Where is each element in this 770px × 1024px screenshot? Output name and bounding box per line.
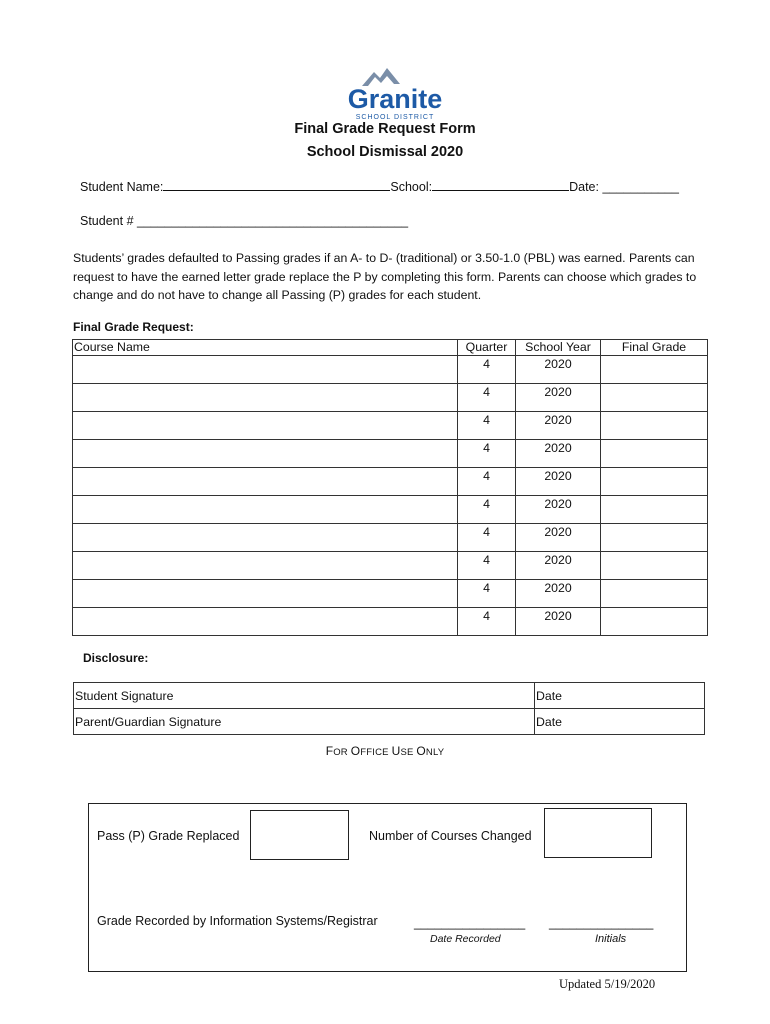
student-number-field[interactable]: Student # _______________________________________: [80, 214, 409, 228]
quarter-cell: 4: [458, 552, 516, 580]
column-header: Final Grade: [601, 340, 708, 356]
course-name-cell[interactable]: [73, 552, 458, 580]
pass-replaced-label: Pass (P) Grade Replaced: [97, 829, 240, 843]
school-year-cell: 2020: [516, 608, 601, 636]
parent-signature-date-field[interactable]: Date: [535, 709, 705, 735]
course-name-cell[interactable]: [73, 608, 458, 636]
course-name-cell[interactable]: [73, 580, 458, 608]
school-label: School:: [390, 180, 433, 194]
school-field[interactable]: [432, 179, 569, 191]
course-name-cell[interactable]: [73, 524, 458, 552]
quarter-cell: 4: [458, 496, 516, 524]
column-header: School Year: [516, 340, 601, 356]
final-grade-cell[interactable]: [601, 412, 708, 440]
quarter-cell: 4: [458, 608, 516, 636]
updated-date: Updated 5/19/2020: [559, 977, 656, 991]
school-year-cell: 2020: [516, 580, 601, 608]
course-name-cell[interactable]: [73, 440, 458, 468]
quarter-cell: 4: [458, 524, 516, 552]
school-year-cell: 2020: [516, 524, 601, 552]
date-label[interactable]: Date: ___________: [569, 180, 679, 194]
quarter-cell: 4: [458, 384, 516, 412]
disclosure-heading: Disclosure:: [83, 651, 149, 665]
table-row: [73, 468, 708, 496]
date-recorded-line[interactable]: ________________: [414, 916, 526, 930]
signature-table: [73, 682, 705, 735]
school-year-cell: 2020: [516, 552, 601, 580]
final-grade-cell[interactable]: [601, 524, 708, 552]
date-recorded-caption: Date Recorded: [430, 933, 501, 945]
form-title: Final Grade Request Form: [294, 121, 476, 137]
school-year-cell: 2020: [516, 440, 601, 468]
grade-request-heading: Final Grade Request:: [73, 320, 194, 334]
student-signature-date-field[interactable]: Date: [535, 683, 705, 709]
school-year-cell: 2020: [516, 468, 601, 496]
table-row: [73, 552, 708, 580]
initials-line[interactable]: _______________: [549, 916, 654, 930]
granite-logo: [340, 64, 450, 122]
pass-replaced-box[interactable]: [250, 810, 349, 860]
final-grade-cell[interactable]: [601, 496, 708, 524]
school-year-cell: 2020: [516, 412, 601, 440]
courses-changed-box[interactable]: [544, 808, 652, 858]
course-name-cell[interactable]: [73, 356, 458, 384]
table-row: [73, 608, 708, 636]
logo-name: Granite: [347, 84, 443, 114]
quarter-cell: 4: [458, 356, 516, 384]
recorded-by-label: Grade Recorded by Information Systems/Registrar: [97, 914, 378, 928]
final-grade-cell[interactable]: [601, 468, 708, 496]
table-row: [74, 709, 705, 735]
table-row: [73, 384, 708, 412]
courses-changed-label: Number of Courses Changed: [369, 829, 532, 843]
final-grade-cell[interactable]: [601, 384, 708, 412]
intro-paragraph: Students’ grades defaulted to Passing grades if an A- to D- (traditional) or 3.50-1.0 (PBL) was earned. Parents can request to have the earned letter grade replace the P by completing this form. Parents can choose which grades to change and do not have to change all Passing (P) grades for each student.: [73, 251, 697, 302]
course-name-cell[interactable]: [73, 496, 458, 524]
final-grade-cell[interactable]: [601, 440, 708, 468]
table-header-row: [73, 340, 708, 356]
table-row: [73, 412, 708, 440]
final-grade-cell[interactable]: [601, 608, 708, 636]
student-name-label: Student Name:: [80, 180, 164, 194]
quarter-cell: 4: [458, 412, 516, 440]
table-row: [73, 356, 708, 384]
form-subtitle: School Dismissal 2020: [306, 144, 464, 160]
course-name-cell[interactable]: [73, 412, 458, 440]
logo-tagline: SCHOOL DISTRICT: [355, 114, 435, 121]
school-year-cell: 2020: [516, 384, 601, 412]
school-year-cell: 2020: [516, 356, 601, 384]
table-row: [73, 524, 708, 552]
student-signature-field[interactable]: Student Signature: [74, 683, 535, 709]
school-year-cell: 2020: [516, 496, 601, 524]
quarter-cell: 4: [458, 440, 516, 468]
initials-caption: Initials: [595, 933, 627, 945]
table-row: [73, 580, 708, 608]
student-info-line: [80, 179, 679, 194]
table-row: [74, 683, 705, 709]
course-name-cell[interactable]: [73, 384, 458, 412]
quarter-cell: 4: [458, 468, 516, 496]
parent-signature-field[interactable]: Parent/Guardian Signature: [74, 709, 535, 735]
course-name-cell[interactable]: [73, 468, 458, 496]
quarter-cell: 4: [458, 580, 516, 608]
final-grade-cell[interactable]: [601, 356, 708, 384]
table-row: [73, 496, 708, 524]
final-grade-cell[interactable]: [601, 580, 708, 608]
office-use-heading: FOR OFFICE USE ONLY: [325, 744, 445, 758]
column-header: Course Name: [73, 340, 458, 356]
grade-request-table: [72, 339, 708, 636]
student-name-field[interactable]: [163, 179, 390, 191]
table-row: [73, 440, 708, 468]
final-grade-cell[interactable]: [601, 552, 708, 580]
column-header: Quarter: [458, 340, 516, 356]
